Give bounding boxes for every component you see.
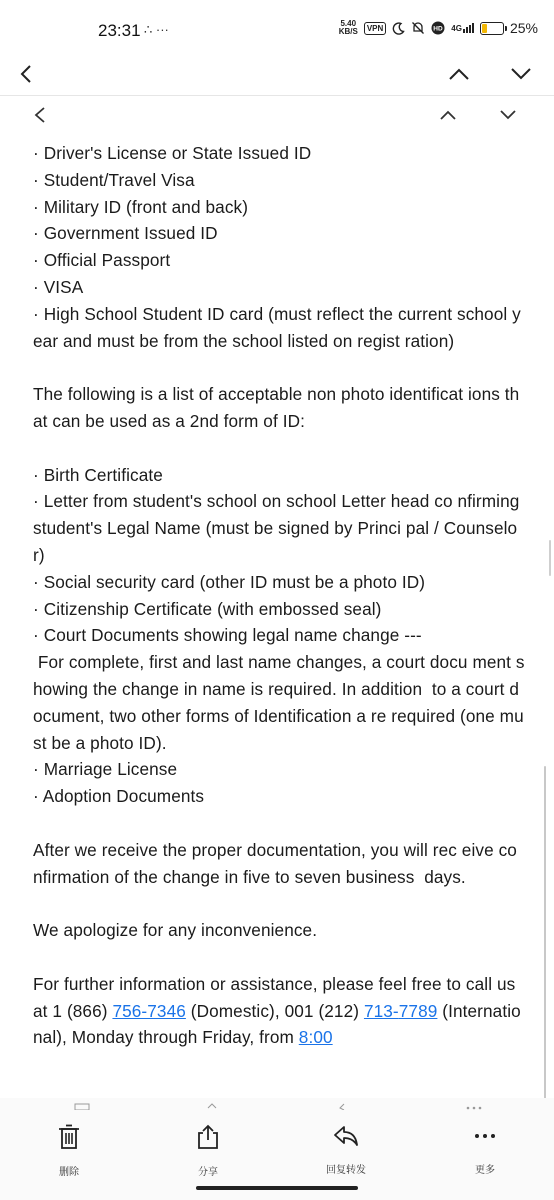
svg-text:HD: HD	[433, 25, 443, 33]
email-line: · Student/Travel Visa	[33, 169, 195, 190]
email-line: · Birth Certificate	[33, 464, 163, 485]
email-line: We apologize for any inconvenience.	[33, 920, 318, 941]
status-icons	[339, 20, 538, 36]
next-email-button[interactable]	[506, 60, 536, 88]
network-speed-value: 5.40	[340, 19, 357, 28]
share-icon	[196, 1124, 220, 1150]
chevron-left-icon	[33, 106, 47, 124]
battery-percent: 25%	[509, 20, 538, 36]
email-line: · Military ID (front and back)	[33, 196, 249, 217]
reply-icon	[333, 1124, 359, 1148]
email-line: · Driver's License or State Issued ID	[33, 143, 312, 163]
top-toolbar	[0, 56, 554, 92]
trash-icon	[57, 1124, 81, 1150]
blank-line	[33, 435, 525, 462]
share-label: 分享	[198, 1167, 218, 1178]
delete-button[interactable]	[29, 1124, 109, 1178]
status-bar	[0, 0, 554, 60]
contact-intro: For further information or assistance, please feel free to call us at 1 (866)	[33, 973, 521, 1021]
contact-paragraph	[33, 971, 525, 1051]
international-label: (International), Monday through Friday, from	[33, 1000, 521, 1048]
email-line: · Social security card (other ID must be a photo ID)	[33, 571, 426, 592]
email-line: · Adoption Documents	[33, 786, 205, 807]
blank-line	[33, 810, 525, 837]
share-icon-shadow	[202, 1102, 222, 1110]
inner-toolbar	[0, 98, 554, 132]
battery-tip	[505, 26, 507, 31]
signal-label: 4G	[451, 24, 462, 33]
email-line: · Marriage License	[33, 759, 178, 780]
inner-back-button[interactable]	[28, 102, 52, 128]
more-button[interactable]	[445, 1124, 525, 1176]
email-line: · Citizenship Certificate (with embossed seal)	[33, 598, 382, 619]
bell-muted-icon	[411, 21, 425, 35]
email-line: · VISA	[33, 276, 84, 297]
moon-icon	[392, 22, 405, 35]
email-line: · Government Issued ID	[33, 223, 218, 244]
scroll-indicator-outer[interactable]	[549, 540, 551, 576]
back-button[interactable]	[12, 60, 40, 88]
vpn-icon: VPN	[364, 22, 386, 35]
chevron-left-icon	[18, 64, 34, 84]
battery-icon	[480, 22, 504, 35]
email-line: After we receive the proper documentation, you will rec eive confirmation of the change in five to seven business days.	[33, 839, 517, 887]
battery-fill	[482, 24, 487, 33]
reply-forward-label: 回复转发	[326, 1165, 366, 1176]
notification-icons: ∴ ···	[144, 22, 169, 37]
chevron-down-icon	[510, 67, 532, 81]
hd-icon	[431, 21, 445, 35]
phone-international-link-part-b[interactable]: 7789	[398, 1000, 438, 1021]
chevron-up-icon	[439, 109, 457, 121]
signal-icon	[451, 23, 474, 33]
inner-previous-button[interactable]	[434, 102, 462, 128]
phone-international-link-part-a[interactable]: 713-	[363, 1000, 399, 1021]
blank-line	[33, 944, 525, 971]
clock: 23:31	[98, 21, 141, 40]
previous-email-button[interactable]	[444, 60, 474, 88]
scroll-indicator-inner[interactable]	[544, 766, 546, 1106]
email-line: · Official Passport	[33, 250, 171, 271]
email-line: The following is a list of acceptable non photo identificat ions that can be used as a 2nd form of ID:	[33, 384, 520, 431]
toolbar-divider	[0, 95, 554, 96]
email-lines	[33, 140, 525, 971]
blank-line	[33, 354, 525, 381]
network-speed	[339, 20, 358, 36]
trash-icon-shadow	[72, 1102, 92, 1110]
email-line: For complete, first and last name changes, a court docu ment showing the change in name is required. In addition to a court document, two other forms of Identification a re required (one must be a photo ID).	[33, 652, 525, 753]
email-line: · Court Documents showing legal name change ---	[33, 625, 422, 646]
more-icon	[472, 1124, 498, 1148]
hours-link[interactable]: 8:00	[298, 1027, 333, 1048]
more-label: 更多	[475, 1165, 495, 1176]
inner-next-button[interactable]	[494, 102, 522, 128]
home-indicator[interactable]	[196, 1186, 358, 1190]
chevron-up-icon	[448, 67, 470, 81]
more-icon-shadow	[464, 1102, 484, 1110]
reply-icon-shadow	[334, 1102, 354, 1110]
share-button[interactable]	[168, 1124, 248, 1178]
email-line: · Letter from student's school on school Letter head co nfirming student's Legal Name (must be signed by Princi pal / Counselor)	[33, 491, 525, 565]
domestic-label: (Domestic), 001 (212)	[185, 1000, 364, 1021]
bottom-action-bar	[0, 1098, 554, 1200]
blank-line	[33, 890, 525, 917]
chevron-down-icon	[499, 109, 517, 121]
phone-domestic-link[interactable]: 756-7346	[112, 1000, 186, 1021]
network-speed-unit: KB/S	[338, 27, 358, 36]
reply-forward-button[interactable]	[306, 1124, 386, 1176]
delete-label: 删除	[59, 1167, 79, 1178]
email-body	[33, 140, 525, 1051]
email-line: · High School Student ID card (must reflect the current school year and must be from the school listed on regist ration)	[33, 303, 521, 351]
